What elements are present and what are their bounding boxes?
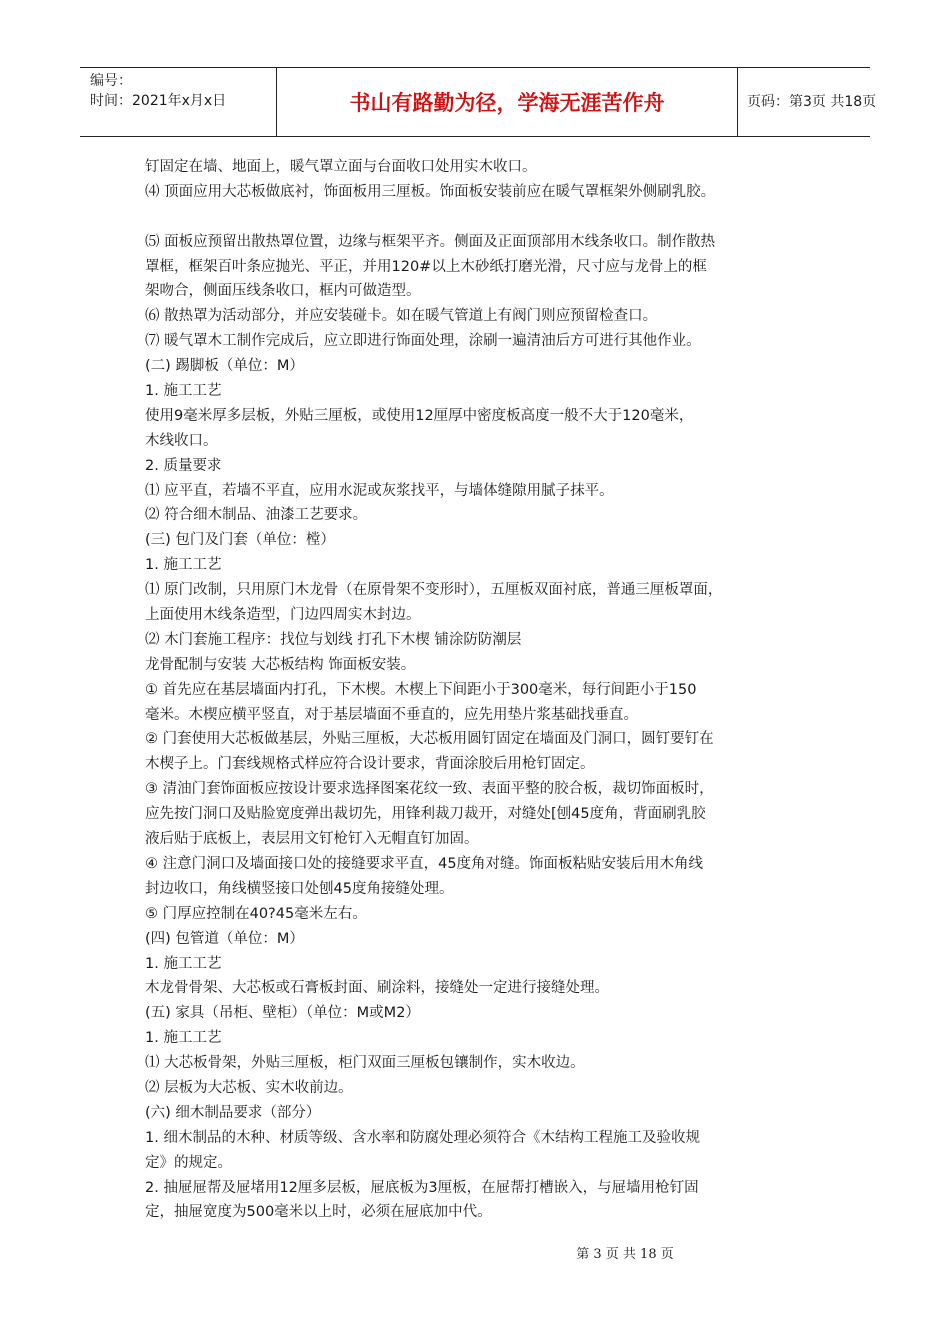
page-footer: 第 3 页 共 18 页 bbox=[576, 1247, 674, 1262]
body-line: ⑵ 木门套施工程序：找位与划线 打孔下木楔 铺涂防防潮层 bbox=[145, 631, 522, 648]
body-line: 上面使用木线条造型，门边四周实木封边。 bbox=[145, 607, 421, 624]
body-line: 木楔子上。门套线规格式样应符合设计要求，背面涂胶后用枪钉固定。 bbox=[145, 756, 595, 773]
body-line: 定，抽屉宽度为500毫米以上时，必须在屉底加中代。 bbox=[145, 1204, 492, 1221]
body-line: ⑵ 层板为大芯板、实木收前边。 bbox=[145, 1079, 353, 1096]
body-line: 1. 细木制品的木种、材质等级、含水率和防腐处理必须符合《木结构工程施工及验收规 bbox=[145, 1129, 700, 1146]
page-header bbox=[80, 67, 877, 137]
body-line: ⑴ 原门改制，只用原门木龙骨（在原骨架不变形时），五厘板双面衬底，普通三厘板罩面， bbox=[145, 582, 723, 599]
body-line: ④ 注意门洞口及墙面接口处的接缝要求平直，45度角对缝。饰面板粘贴安装后用木角线 bbox=[145, 855, 704, 872]
body-line: 液后贴于底板上，表层用文钉枪钉入无帽直钉加固。 bbox=[145, 831, 479, 848]
body-line: 2. 抽屉屉帮及屉堵用12厘多层板，屉底板为3厘板，在屉帮打槽嵌入，与屉墙用枪钉固 bbox=[145, 1179, 699, 1196]
body-line: (六) 细木制品要求（部分） bbox=[145, 1104, 321, 1121]
body-line: 龙骨配制与安装 大芯板结构 饰面板安装。 bbox=[145, 656, 416, 673]
body-line: ⑵ 符合细木制品、油漆工艺要求。 bbox=[145, 507, 368, 524]
body-line: 使用9毫米厚多层板，外贴三厘板，或使用12厘厚中密度板高度一般不大于120毫米， bbox=[145, 407, 694, 424]
blank-line bbox=[145, 205, 825, 230]
body-line: ⑴ 大芯板骨架，外贴三厘板，柜门双面三厘板包镶制作，实木收边。 bbox=[145, 1055, 585, 1072]
date-label: 时间：2021年x月x日 bbox=[90, 93, 227, 109]
body-line: 钉固定在墙、地面上，暖气罩立面与台面收口处用实木收口。 bbox=[145, 159, 537, 175]
body-line: 1. 施工工艺 bbox=[145, 1030, 222, 1047]
body-line: 木龙骨骨架、大芯板或石膏板封面、刷涂料，接缝处一定进行接缝处理。 bbox=[145, 980, 609, 997]
header-motto: 书山有路勤为径，学海无涯苦作舟 bbox=[349, 91, 665, 115]
body-line: ⑸ 面板应预留出散热罩位置，边缘与框架平齐。侧面及正面顶部用木线条收口。制作散热 bbox=[145, 233, 716, 250]
body-line: ⑤ 门厚应控制在40?45毫米左右。 bbox=[145, 905, 367, 922]
header-meta-cell bbox=[80, 68, 276, 136]
body-line: 2. 质量要求 bbox=[145, 457, 222, 474]
body-line: 封边收口，角线横竖接口处刨45度角接缝处理。 bbox=[145, 880, 454, 897]
body-line: 1. 施工工艺 bbox=[145, 383, 222, 400]
body-line: ① 首先应在基层墙面内打孔，下木楔。木楔上下间距小于300毫米，每行间距小于150 bbox=[145, 681, 697, 698]
header-page-code: 页码：第3页 共18页 bbox=[747, 94, 877, 110]
body-line: 罩框，框架百叶条应抛光、平正，并用120#以上木砂纸打磨光滑，尺寸应与龙骨上的框 bbox=[145, 258, 707, 275]
body-line: 1. 施工工艺 bbox=[145, 955, 222, 972]
body-line: ⑹ 散热罩为活动部分，并应安装碰卡。如在暖气管道上有阀门则应预留检查口。 bbox=[145, 308, 658, 325]
document-body bbox=[145, 155, 825, 1225]
body-line: ⑴ 应平直，若墙不平直，应用水泥或灰浆找平，与墙体缝隙用腻子抹平。 bbox=[145, 482, 614, 499]
body-line: (二) 踢脚板（单位：M） bbox=[145, 358, 304, 375]
header-motto-cell bbox=[276, 68, 738, 136]
body-line: 应先按门洞口及贴脸宽度弹出裁切先，用锋利裁刀裁开，对缝处[刨45度角，背面刷乳胶 bbox=[145, 806, 706, 823]
body-line: ⑺ 暖气罩木工制作完成后，应立即进行饰面处理，涂刷一遍清油后方可进行其他作业。 bbox=[145, 333, 701, 350]
body-line: ② 门套使用大芯板做基层，外贴三厘板，大芯板用圆钉固定在墙面及门洞口，圆钉要钉在 bbox=[145, 731, 714, 748]
body-line: (四) 包管道（单位：M） bbox=[145, 930, 304, 947]
body-line: (三) 包门及门套（单位：樘） bbox=[145, 532, 335, 549]
body-line: ③ 清油门套饰面板应按设计要求选择图案花纹一致、表面平整的胶合板，裁切饰面板时， bbox=[145, 781, 714, 798]
body-line: (五) 家具（吊柜、壁柜）（单位：M或M2） bbox=[145, 1005, 420, 1022]
serial-number-label: 编号： bbox=[90, 73, 132, 89]
body-line: 定》的规定。 bbox=[145, 1154, 232, 1171]
header-page-cell bbox=[737, 68, 877, 136]
body-line: ⑷ 顶面应用大芯板做底衬，饰面板用三厘板。饰面板安装前应在暖气罩框架外侧刷乳胶。 bbox=[145, 183, 716, 200]
body-line: 木线收口。 bbox=[145, 432, 218, 449]
body-line: 架吻合，侧面压线条收口，框内可做造型。 bbox=[145, 283, 421, 300]
body-line: 1. 施工工艺 bbox=[145, 557, 222, 574]
body-line: 毫米。木楔应横平竖直，对于基层墙面不垂直的，应先用垫片浆基础找垂直。 bbox=[145, 706, 638, 723]
